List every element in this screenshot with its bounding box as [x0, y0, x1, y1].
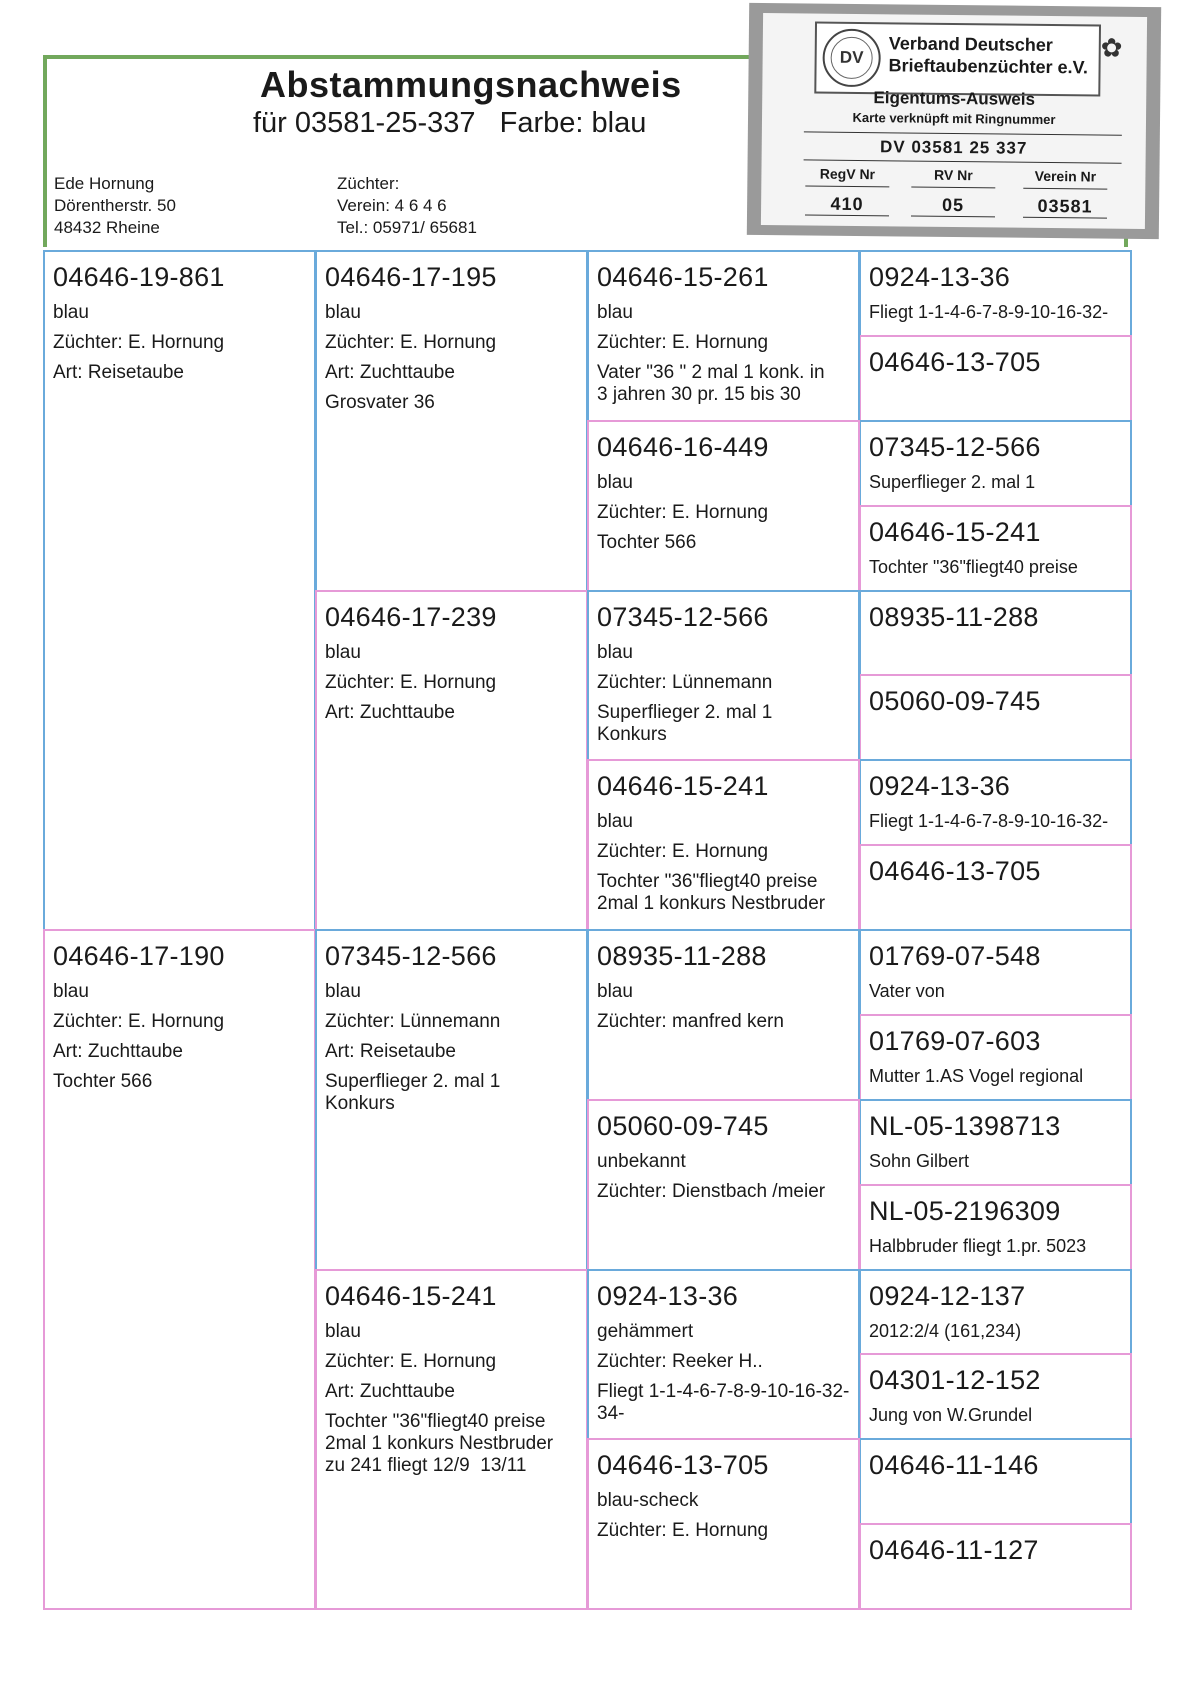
pigeon-detail: Tochter 566: [53, 1071, 153, 1092]
verband-logo-box: [814, 22, 1101, 97]
ring-number: 04646-11-146: [869, 1450, 1039, 1481]
pigeon-detail: Züchter: Reeker H..: [597, 1350, 763, 1372]
pigeon-detail: blau-scheck: [597, 1490, 699, 1512]
divider: [804, 131, 1122, 135]
ring-number: 08935-11-288: [869, 601, 1039, 632]
g1-pigeon-card: [43, 250, 316, 931]
pigeon-detail: Züchter: E. Hornung: [325, 671, 497, 693]
ring-number: 04646-13-705: [869, 856, 1041, 887]
pigeon-detail: Superflieger 2. mal 1: [597, 701, 773, 723]
pigeon-detail: Konkurs: [325, 1093, 395, 1114]
ring-number: 0924-13-36: [869, 771, 1011, 802]
pigeon-detail: Tochter "36"fliegt40 preise: [869, 556, 1078, 577]
g3-pigeon-card: [587, 590, 860, 762]
pigeon-detail: gehämmert: [597, 1320, 694, 1342]
ring-number: 04646-15-241: [597, 771, 769, 802]
pigeon-detail: Art: Zuchttaube: [53, 1041, 183, 1062]
g3-pigeon-card: [587, 929, 860, 1101]
g2-pigeon-card: [315, 250, 588, 592]
ring-number: 04301-12-152: [869, 1365, 1041, 1396]
pigeon-detail: Züchter: E. Hornung: [597, 1520, 769, 1542]
divider: [805, 185, 889, 187]
g4-pigeon-card: [859, 759, 1132, 846]
pigeon-detail: Züchter: E. Hornung: [325, 1350, 497, 1372]
ring-number: 04646-17-190: [53, 941, 225, 971]
ring-number: 04646-13-705: [869, 346, 1041, 377]
pigeon-detail: 2mal 1 konkurs Nestbruder: [325, 1432, 554, 1454]
regv-value: 410: [830, 193, 864, 215]
g4-pigeon-card: [859, 590, 1132, 677]
pigeon-detail: Superflieger 2. mal 1: [325, 1071, 501, 1092]
owner-name: Ede Hornung: [54, 174, 155, 193]
pigeon-detail: Züchter: Lünnemann: [325, 1011, 501, 1032]
pigeon-detail: Tochter "36"fliegt40 preise: [325, 1410, 546, 1432]
pigeon-detail: Art: Reisetaube: [325, 1041, 456, 1062]
pigeon-detail: Jung von W.Grundel: [869, 1405, 1033, 1426]
pigeon-detail: Superflieger 2. mal 1: [869, 471, 1036, 492]
pigeon-detail: Fliegt 1-1-4-6-7-8-9-10-16-32-: [869, 302, 1109, 322]
pigeon-detail: Art: Zuchttaube: [325, 362, 455, 383]
ring-number: 01769-07-548: [869, 941, 1041, 971]
g4-pigeon-card: [859, 1184, 1132, 1271]
pigeon-detail: 2012:2/4 (161,234): [869, 1320, 1022, 1341]
divider: [805, 214, 889, 216]
pigeon-detail: blau: [325, 302, 361, 323]
pigeon-detail: blau: [325, 641, 361, 663]
g4-pigeon-card: [859, 1099, 1132, 1186]
pigeon-detail: blau: [325, 1320, 361, 1342]
g1-pigeon-card: [43, 929, 316, 1610]
ring-number: 07345-12-566: [597, 601, 769, 632]
pigeon-detail: Sohn Gilbert: [869, 1150, 970, 1171]
card-title: Eigentums-Ausweis: [873, 88, 1036, 109]
breeder-club: Verein: 4 6 4 6: [337, 196, 447, 215]
pigeon-detail: zu 241 fliegt 12/9 13/11: [325, 1454, 527, 1476]
g4-pigeon-card: [859, 505, 1132, 592]
ring-number: NL-05-2196309: [869, 1195, 1061, 1226]
rv-value: 05: [942, 194, 965, 216]
ring-number: 05060-09-745: [869, 686, 1041, 717]
pigeon-detail: Fliegt 1-1-4-6-7-8-9-10-16-32-: [869, 811, 1109, 832]
ring-number: 04646-17-195: [325, 262, 497, 292]
pigeon-detail: blau: [597, 641, 633, 663]
g3-pigeon-card: [587, 420, 860, 592]
pigeon-detail: blau: [597, 302, 633, 323]
breeder-phone: Tel.: 05971/ 65681: [337, 218, 477, 237]
divider: [1023, 188, 1107, 190]
divider: [1023, 217, 1107, 219]
pigeon-detail: Tochter "36"fliegt40 preise: [597, 871, 818, 893]
pigeon-detail: Fliegt 1-1-4-6-7-8-9-10-16-32-: [597, 1380, 850, 1402]
pigeon-detail: Art: Reisetaube: [53, 362, 184, 383]
pigeon-detail: blau: [325, 981, 361, 1002]
pigeon-detail: blau: [53, 302, 89, 323]
pigeon-detail: Züchter: Dienstbach /meier: [597, 1180, 826, 1202]
pigeon-detail: Art: Zuchttaube: [325, 701, 455, 723]
ring-number: 04646-15-261: [597, 262, 769, 292]
pigeon-detail: Züchter: E. Hornung: [53, 1011, 225, 1032]
pigeon-detail: Züchter: manfred kern: [597, 1011, 784, 1032]
pigeon-detail: Vater "36 " 2 mal 1 konk. in: [597, 362, 825, 383]
ring-number: 04646-16-449: [597, 431, 769, 462]
g3-pigeon-card: [587, 1269, 860, 1441]
pigeon-detail: 2mal 1 konkurs Nestbruder: [597, 893, 826, 915]
breeder-info: [337, 173, 477, 239]
card-ring-number: DV 03581 25 337: [879, 137, 1028, 158]
g4-pigeon-card: [859, 1269, 1132, 1356]
g4-pigeon-card: [859, 250, 1132, 337]
pigeon-detail: 3 jahren 30 pr. 15 bis 30: [597, 384, 801, 405]
pigeon-detail: Art: Zuchttaube: [325, 1380, 455, 1402]
g4-pigeon-card: [859, 844, 1132, 931]
card-subtitle: Karte verknüpft mit Ringnummer: [852, 109, 1056, 128]
ring-number: 07345-12-566: [325, 941, 497, 971]
ring-number: 01769-07-603: [869, 1025, 1041, 1056]
ring-number: 04646-15-241: [869, 516, 1041, 547]
g4-pigeon-card: [859, 674, 1132, 761]
pigeon-detail: Tochter 566: [597, 531, 697, 553]
pigeon-detail: Züchter: E. Hornung: [597, 501, 769, 523]
g2-pigeon-card: [315, 929, 588, 1271]
pigeon-detail: Züchter: Lünnemann: [597, 671, 773, 693]
g3-pigeon-card: [587, 250, 860, 422]
dv-logo-icon: DV: [822, 29, 881, 88]
ring-number: 04646-15-241: [325, 1280, 497, 1311]
g4-pigeon-card: [859, 335, 1132, 422]
page-subtitle: für 03581-25-337 Farbe: blau: [253, 107, 647, 139]
divider: [911, 216, 995, 218]
g2-pigeon-card: [315, 1269, 588, 1611]
g4-pigeon-card: [859, 1353, 1132, 1440]
divider: [911, 187, 995, 189]
verband-line-2: Brieftaubenzüchter e.V.: [888, 55, 1089, 78]
ring-number: NL-05-1398713: [869, 1110, 1061, 1141]
divider: [804, 159, 1122, 163]
page-title: Abstammungsnachweis: [260, 64, 682, 105]
g4-pigeon-card: [859, 1523, 1132, 1610]
pigeon-detail: Züchter: E. Hornung: [597, 332, 769, 353]
ring-number: 04646-13-705: [597, 1450, 769, 1481]
pigeon-detail: unbekannt: [597, 1150, 686, 1172]
pigeon-detail: blau: [597, 981, 633, 1002]
ring-number: 0924-13-36: [869, 262, 1011, 292]
pigeon-detail: Vater von: [869, 981, 945, 1001]
owner-street: Dörentherstr. 50: [54, 196, 176, 215]
ring-number: 04646-19-861: [53, 262, 225, 292]
ownership-stamp: [747, 3, 1161, 239]
ring-number: 0924-12-137: [869, 1280, 1026, 1311]
ring-number: 04646-11-127: [869, 1535, 1039, 1566]
pigeon-detail: Züchter: E. Hornung: [53, 332, 225, 353]
ring-number: 04646-17-239: [325, 601, 497, 632]
ring-number: 05060-09-745: [597, 1110, 769, 1141]
ownership-card: [761, 13, 1147, 229]
verband-line-1: Verband Deutscher: [888, 33, 1053, 56]
g2-pigeon-card: [315, 590, 588, 932]
verein-value: 03581: [1037, 195, 1093, 217]
g4-pigeon-card: [859, 1438, 1132, 1525]
pigeon-detail: blau: [597, 811, 633, 833]
g4-pigeon-card: [859, 420, 1132, 507]
pigeon-detail: Halbbruder fliegt 1.pr. 5023: [869, 1235, 1087, 1256]
g3-pigeon-card: [587, 759, 860, 931]
breeder-label: Züchter:: [337, 174, 400, 193]
pigeon-detail: 34-: [597, 1402, 625, 1424]
pigeon-detail: Züchter: E. Hornung: [597, 841, 769, 863]
ring-number: 07345-12-566: [869, 431, 1041, 462]
pigeon-detail: Grosvater 36: [325, 392, 435, 413]
owner-address: [54, 173, 176, 239]
pigeon-detail: Konkurs: [597, 723, 667, 745]
ring-number: 0924-13-36: [597, 1280, 739, 1311]
pigeon-detail: Mutter 1.AS Vogel regional: [869, 1065, 1084, 1086]
pigeon-icon: ✿: [1100, 32, 1123, 63]
pigeon-detail: Züchter: E. Hornung: [325, 332, 497, 353]
pigeon-detail: blau: [597, 471, 633, 493]
g4-pigeon-card: [859, 929, 1132, 1016]
g3-pigeon-card: [587, 1438, 860, 1610]
verein-label: Verein Nr: [1034, 167, 1097, 185]
regv-label: RegV Nr: [819, 165, 876, 183]
g4-pigeon-card: [859, 1014, 1132, 1101]
rv-label: RV Nr: [934, 166, 973, 184]
g3-pigeon-card: [587, 1099, 860, 1271]
verband-name: [888, 32, 1088, 78]
ring-number: 08935-11-288: [597, 941, 767, 971]
owner-city: 48432 Rheine: [54, 218, 160, 237]
pigeon-detail: blau: [53, 981, 89, 1002]
